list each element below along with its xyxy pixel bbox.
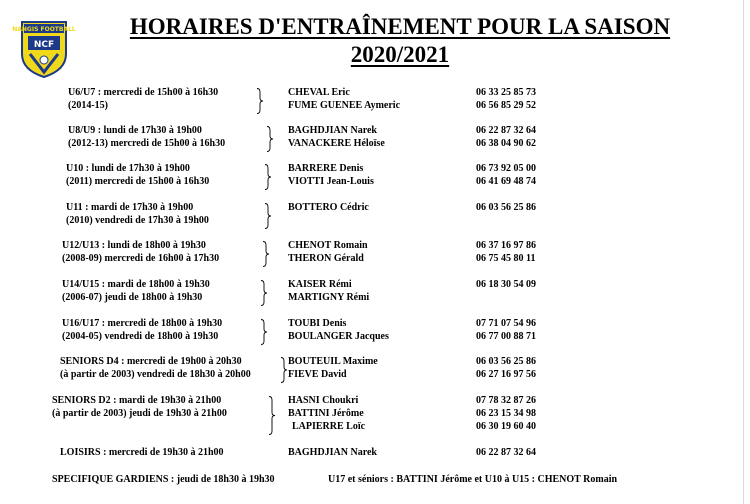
brace-icon	[280, 357, 288, 383]
coach-phone: 06 23 15 34 98	[476, 408, 536, 419]
coach-name: BARRERE Denis	[288, 163, 364, 174]
schedule-line: U11 : mardi de 17h30 à 19h00	[66, 202, 194, 213]
coach-phone: 06 18 30 54 09	[476, 279, 536, 290]
brace-icon	[264, 164, 272, 190]
schedule-line: (2010) vendredi de 17h30 à 19h00	[66, 215, 209, 226]
coach-phone: 06 73 92 05 00	[476, 163, 536, 174]
coach-phone: 06 22 87 32 64	[476, 125, 536, 136]
coach-name: VIOTTI Jean-Louis	[288, 176, 374, 187]
coach-phone: 06 75 45 80 11	[476, 253, 536, 264]
coach-name: FIEVE David	[288, 369, 347, 380]
coach-phone: 06 03 56 25 86	[476, 356, 536, 367]
coach-name: BOUTEUIL Maxime	[288, 356, 378, 367]
schedule-line: U10 : lundi de 17h30 à 19h00	[66, 163, 190, 174]
coach-phone: 07 78 32 87 26	[476, 395, 536, 406]
brace-icon	[268, 396, 276, 435]
title-line-1: HORAIRES D'ENTRAÎNEMENT POUR LA SAISON	[129, 14, 671, 39]
logo-top-text: NANGIS FOOTBALL	[12, 26, 76, 33]
coach-name: VANACKERE Héloïse	[288, 138, 385, 149]
brace-icon	[256, 88, 264, 114]
brace-icon	[260, 319, 268, 345]
schedule-line: (à partir de 2003) jeudi de 19h30 à 21h00	[52, 408, 227, 419]
coach-name: CHENOT Romain	[288, 240, 368, 251]
brace-icon	[266, 126, 274, 152]
page-edge	[743, 0, 744, 504]
coach-name: THERON Gérald	[288, 253, 364, 264]
title-line-2: 2020/2021	[350, 42, 450, 67]
schedule-line: (2006-07) jeudi de 18h00 à 19h30	[62, 292, 203, 303]
coach-phone: 06 38 04 90 62	[476, 138, 536, 149]
schedule-line: SENIORS D4 : mercredi de 19h00 à 20h30	[60, 356, 242, 367]
coach-name: BOULANGER Jacques	[288, 331, 389, 342]
schedule-line: SENIORS D2 : mardi de 19h30 à 21h00	[52, 395, 222, 406]
coach-name: MARTIGNY Rémi	[288, 292, 370, 303]
coach-phone: 06 41 69 48 74	[476, 176, 536, 187]
coach-phone: 06 33 25 85 73	[476, 87, 536, 98]
coach-name: BAGHDJIAN Narek	[288, 447, 377, 458]
schedule-line: U12/U13 : lundi de 18h00 à 19h30	[62, 240, 206, 251]
coach-name: BAGHDJIAN Narek	[288, 125, 377, 136]
schedule-line: (2014-15)	[68, 100, 108, 111]
schedule-line: (2012-13) mercredi de 15h00 à 16h30	[68, 138, 226, 149]
goalkeeper-coaches: U17 et séniors : BATTINI Jérôme et U10 à U15 : CHENOT Romain	[328, 474, 618, 485]
coach-phone: 06 30 19 60 40	[476, 421, 536, 432]
page-title	[60, 13, 740, 69]
brace-icon	[260, 280, 268, 306]
schedule-line: U8/U9 : lundi de 17h30 à 19h00	[68, 125, 202, 136]
coach-name: LAPIERRE Loïc	[292, 421, 366, 432]
schedule-line: (2008-09) mercredi de 16h00 à 17h30	[62, 253, 220, 264]
schedule-line: (à partir de 2003) vendredi de 18h30 à 20h00	[60, 369, 251, 380]
schedule-line: U14/U15 : mardi de 18h00 à 19h30	[62, 279, 210, 290]
coach-name: TOUBI Denis	[288, 318, 347, 329]
brace-icon	[264, 203, 272, 229]
coach-name: KAISER Rémi	[288, 279, 352, 290]
coach-name: BOTTERO Cédric	[288, 202, 369, 213]
coach-phone: 06 37 16 97 86	[476, 240, 536, 251]
schedule-line: (2011) mercredi de 15h00 à 16h30	[66, 176, 210, 187]
schedule-line: U16/U17 : mercredi de 18h00 à 19h30	[62, 318, 223, 329]
coach-name: BATTINI Jérôme	[288, 408, 364, 419]
coach-name: CHEVAL Eric	[288, 87, 350, 98]
schedule-line: LOISIRS : mercredi de 19h30 à 21h00	[60, 447, 224, 458]
logo-mid-text: NCF	[33, 40, 55, 50]
schedule-line: U6/U7 : mercredi de 15h00 à 16h30	[68, 87, 219, 98]
coach-phone: 06 22 87 32 64	[476, 447, 536, 458]
coach-phone: 06 03 56 25 86	[476, 202, 536, 213]
coach-phone: 06 77 00 88 71	[476, 331, 536, 342]
coach-phone: 06 56 85 29 52	[476, 100, 536, 111]
coach-name: HASNI Choukri	[288, 395, 359, 406]
brace-icon	[262, 241, 270, 267]
coach-phone: 06 27 16 97 56	[476, 369, 536, 380]
coach-phone: 07 71 07 54 96	[476, 318, 536, 329]
goalkeeper-training: SPECIFIQUE GARDIENS : jeudi de 18h30 à 19h30	[52, 474, 275, 485]
coach-name: FUME GUENEE Aymeric	[288, 100, 401, 111]
schedule-line: (2004-05) vendredi de 18h00 à 19h30	[62, 331, 219, 342]
